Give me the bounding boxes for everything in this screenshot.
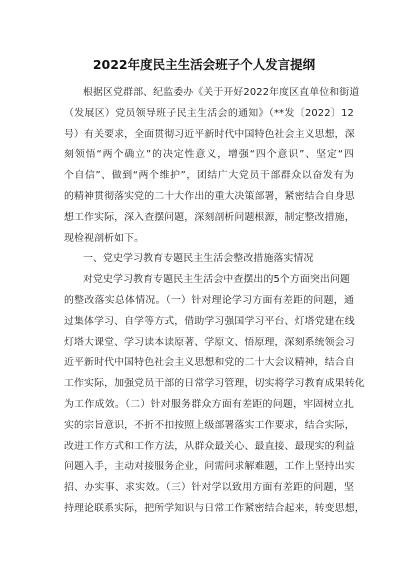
paragraph-line: 的整改落实总体情况。（一）针对理论学习方面有差距的问题，通 bbox=[64, 294, 354, 306]
paragraph-line: 刻领悟“两个确立”的决定性意义，增强“四个意识”、坚定“四 bbox=[64, 149, 354, 161]
section-heading: 一、党史学习教育专题民主生活会整改措施落实情况 bbox=[83, 253, 314, 265]
paragraph-line: 个自信”、做到“两个维护”，团结广大党员干部群众以奋发有为 bbox=[64, 170, 354, 182]
paragraph-line: 近平新时代中国特色社会主义思想和党的二十大会议精神，结合自 bbox=[64, 357, 355, 369]
paragraph-line: （发展区）党员领导班子民主生活会的通知》（**发〔2022〕12 bbox=[64, 107, 354, 119]
paragraph-line: 工作实际，加强党员干部的日常学习管理，切实将学习教育成果转化 bbox=[64, 378, 365, 390]
paragraph-line: 招、办实事、求实效。（三）针对学以致用方面有差距的问题，坚 bbox=[64, 482, 354, 494]
paragraph-line: 对党史学习教育专题民主生活会中查摆出的5个方面突出问题 bbox=[83, 274, 351, 286]
paragraph-line: 问题入手，主动对接服务企业，问需问求解难题，工作上坚持出实 bbox=[64, 461, 355, 473]
paragraph-line: 号）有关要求，全面贯彻习近平新时代中国特色社会主义思想，深 bbox=[64, 128, 355, 140]
paragraph-line: 过集体学习、自学等方式，借助学习强国学习平台、灯塔党建在线 bbox=[64, 315, 355, 327]
document-body bbox=[64, 83, 365, 520]
paragraph-line: 根据区党群部、纪监委办《关于开好2022年度区直单位和街道 bbox=[83, 87, 360, 98]
paragraph-line: 改进工作方式和工作方法，从群众最关心、最直接、最现实的利益 bbox=[64, 440, 355, 452]
paragraph-line: 的精神贯彻落实党的二十大作出的重大决策部署，紧密结合自身思 bbox=[64, 190, 355, 202]
paragraph-line: 实的宗旨意识，不折不扣按照上级部署落实工作要求，结合实际， bbox=[64, 419, 355, 431]
paragraph-line: 想工作实际，深入查摆问题，深刻剖析问题根源，制定整改措施， bbox=[64, 211, 355, 223]
paragraph-line: 灯塔大课堂、学习读本读原著、学原文、悟原理，深刻系统领会习 bbox=[64, 336, 355, 348]
paragraph-line: 现检视剖析如下。 bbox=[64, 232, 145, 244]
paragraph-line: 持理论联系实际，把所学知识与日常工作紧密结合起来，转变思想， bbox=[64, 502, 365, 514]
document-title: 2022年度民主生活会班子个人发言提纲 bbox=[92, 57, 316, 72]
paragraph-line: 为工作成效。（二）针对服务群众方面有差距的问题，牢固树立扎 bbox=[64, 398, 354, 410]
